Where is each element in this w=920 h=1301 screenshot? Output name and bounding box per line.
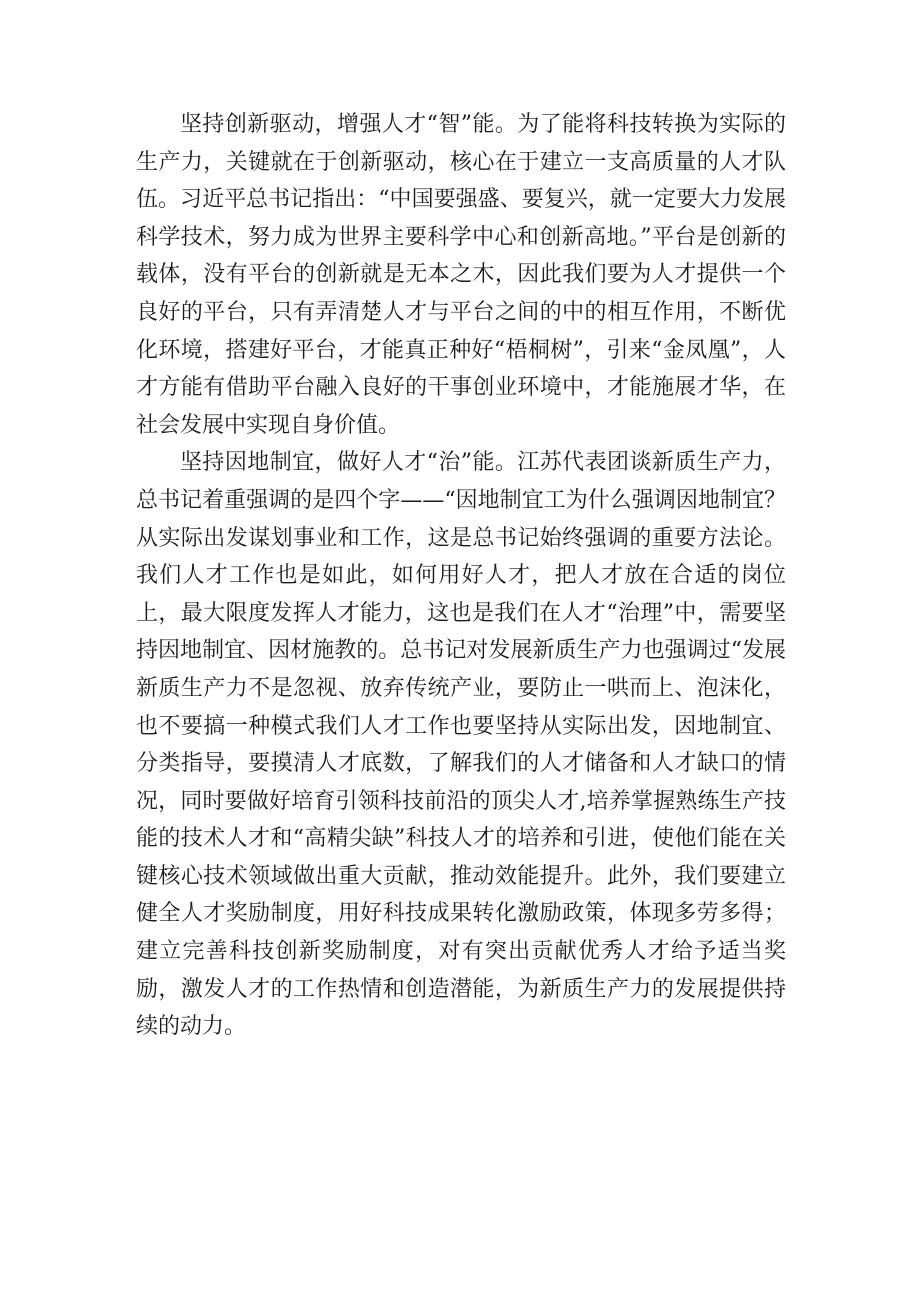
paragraph-innovation-driven: 坚持创新驱动，增强人才“智”能。为了能将科技转换为实际的生产力，关键就在于创新驱动，核心在于建立一支高质量的人才队伍。习近平总书记指出：“中国要强盛、要复兴，就一定要大力发展科学技术，努力成为世界主要科学中心和创新高地。”平台是创新的载体，没有平台的创新就是无本之木，因此我们要为人才提供一个良好的平台，只有弄清楚人才与平台之间的中的相互作用，不断优化环境，搭建好平台，才能真正种好“梧桐树”，引来“金凤凰”，人才方能有借助平台融入良好的干事创业环境中，才能施展才华，在社会发展中实现自身价值。 — [136, 112, 786, 438]
body-text — [136, 106, 786, 1046]
paragraph-local-conditions: 坚持因地制宜，做好人才“治”能。江苏代表团谈新质生产力，总书记着重强调的是四个字——“因地制宜工为什么强调因地制宜？从实际出发谋划事业和工作，这是总书记始终强调的重要方法论。我们人才工作也是如此，如何用好人才，把人才放在合适的岗位上，最大限度发挥人才能力，这也是我们在人才“治理”中，需要坚持因地制宜、因材施教的。总书记对发展新质生产力也强调过“发展新质生产力不是忽视、放弃传统产业，要防止一哄而上、泡沫化，也不要搞一种模式我们人才工作也要坚持从实际出发，因地制宜、分类指导，要摸清人才底数，了解我们的人才储备和人才缺口的情况，同时要做好培育引领科技前沿的顶尖人才,培养掌握熟练生产技能的技术人才和“高精尖缺”科技人才的培养和引进，使他们能在关键核心技术领域做出重大贡献，推动效能提升。此外，我们要建立健全人才奖励制度，用好科技成果转化激励政策，体现多劳多得；建立完善科技创新奖励制度，对有突出贡献优秀人才给予适当奖励，激发人才的工作热情和创造潜能，为新质生产力的发展提供持续的动力。 — [136, 450, 786, 1040]
